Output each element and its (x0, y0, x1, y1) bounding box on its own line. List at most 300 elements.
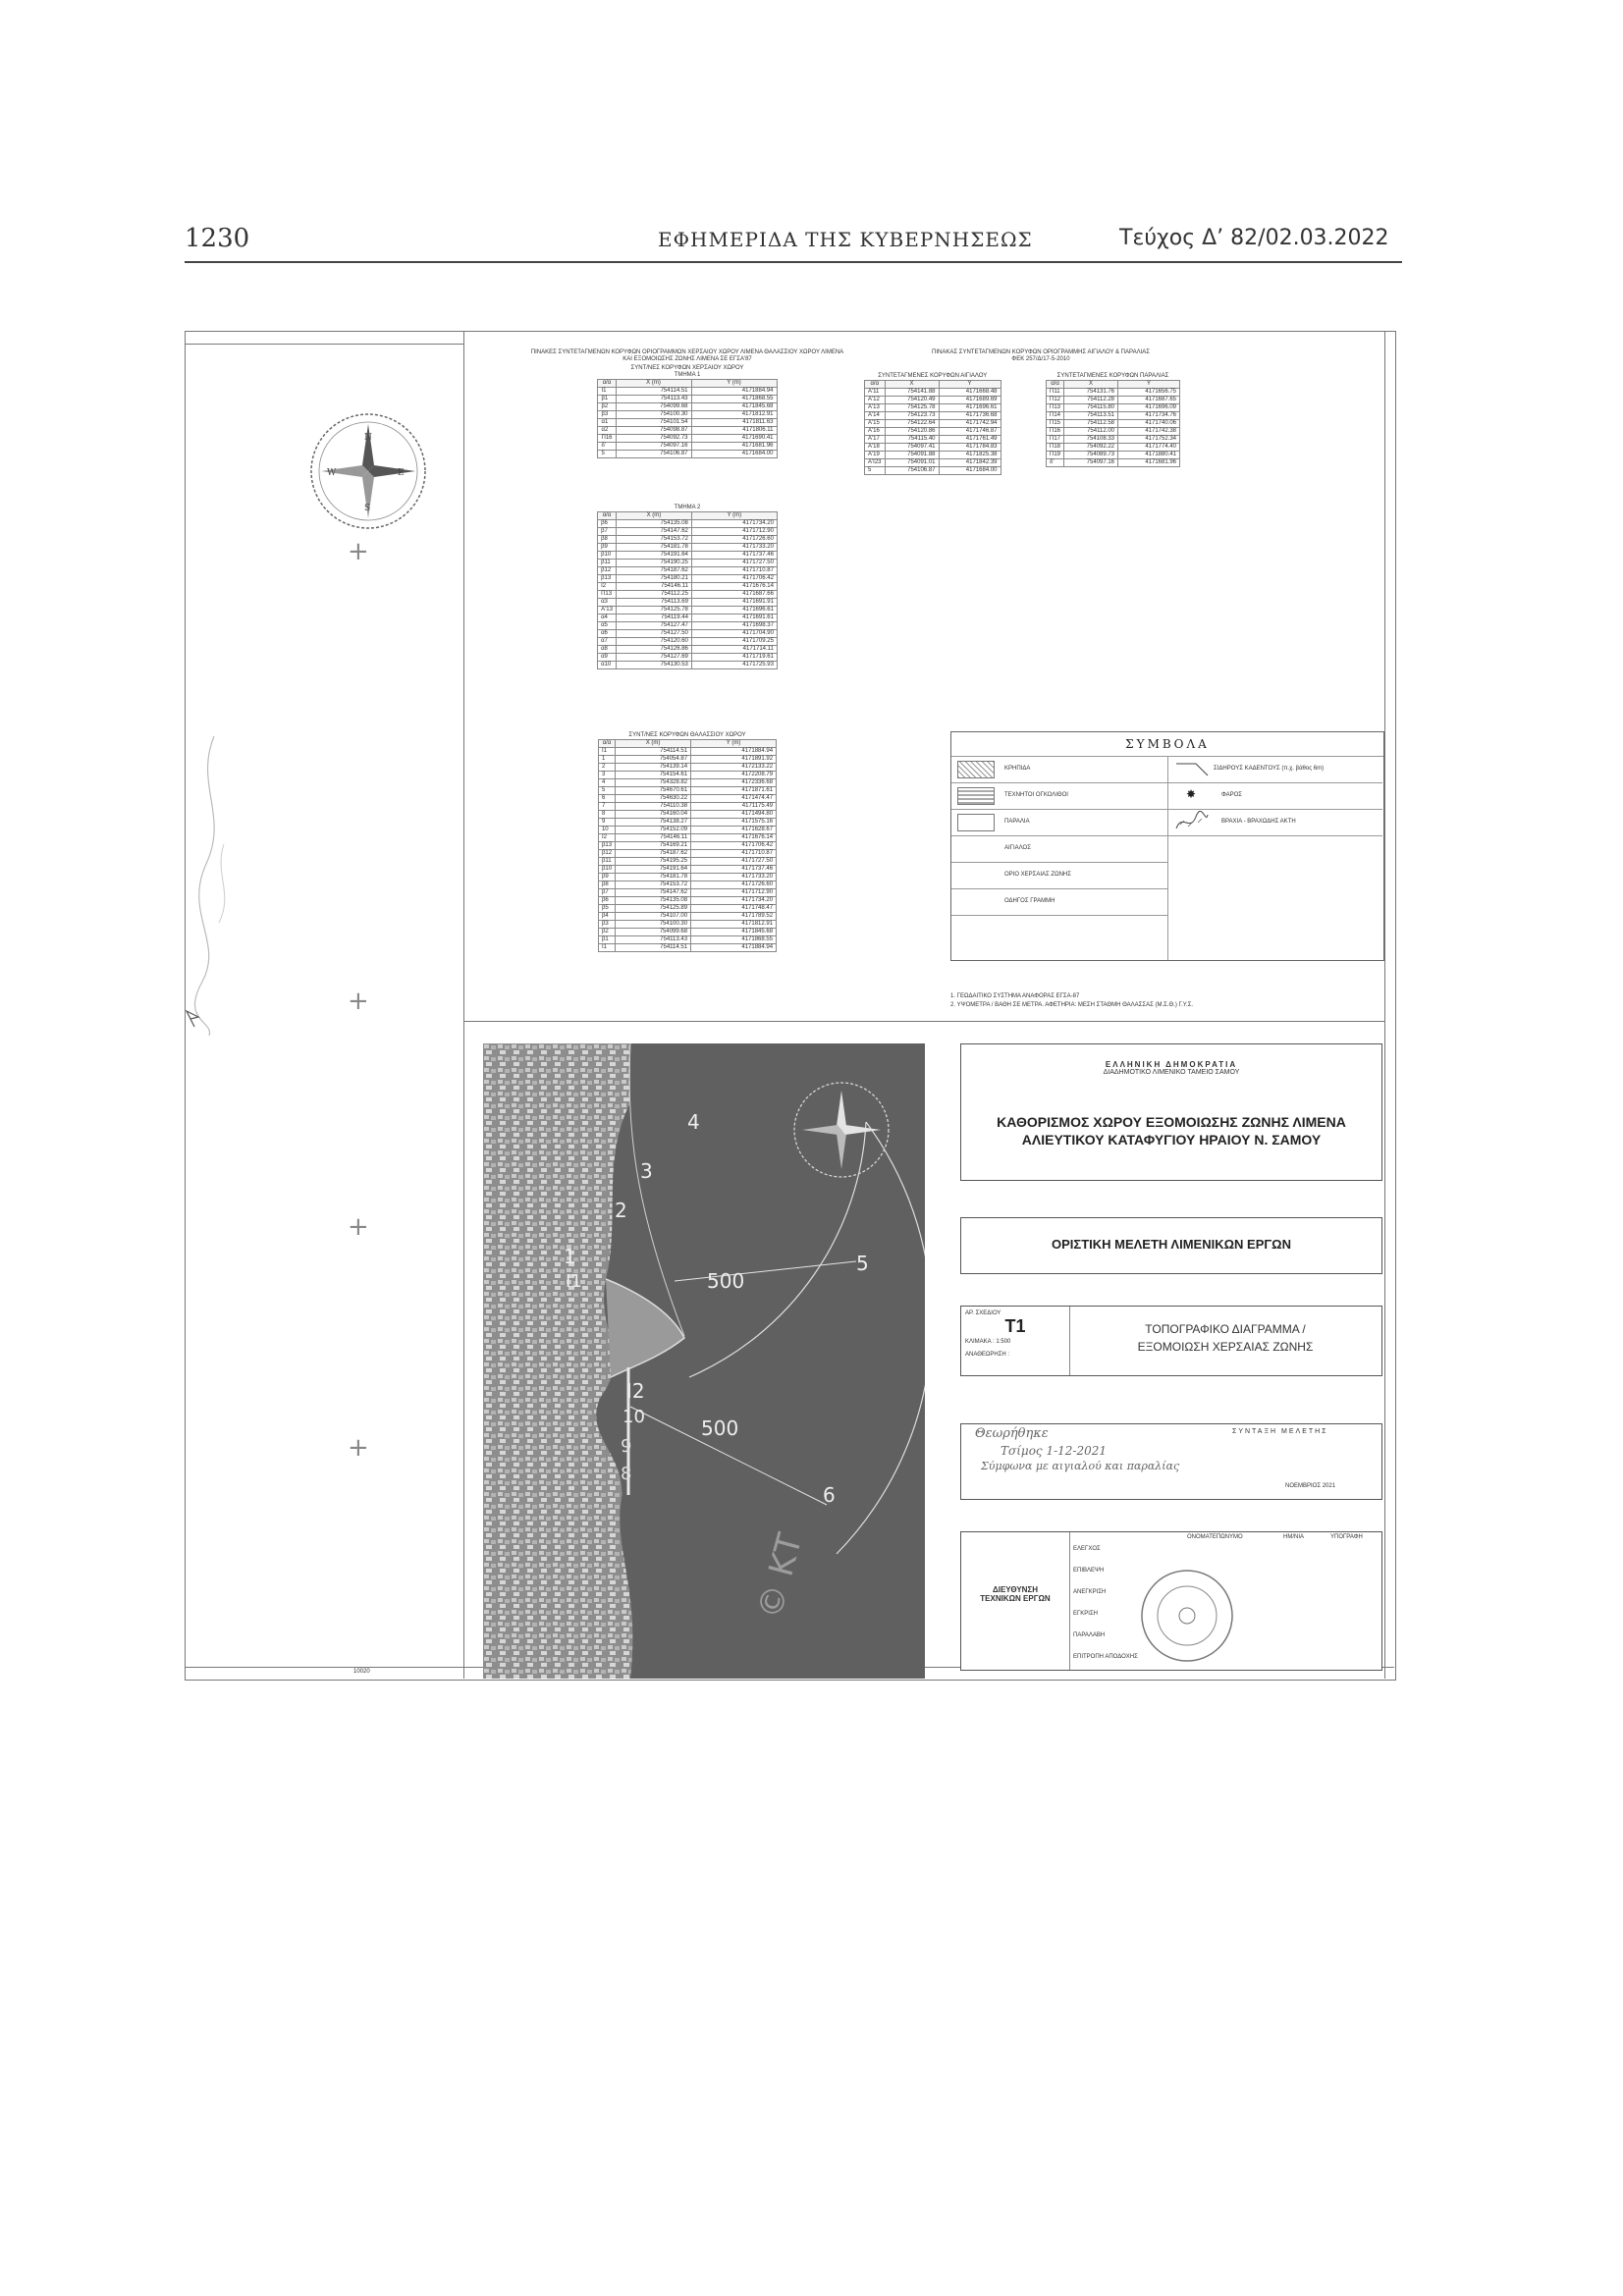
x-coordinate-cell: 754120.60 (616, 638, 691, 646)
y-coordinate-cell: 4171709.25 (691, 638, 777, 646)
sea-coords-heading: ΣΥΝΤ/ΝΕΣ ΚΟΡΥΦΩΝ ΘΑΛΑΣΣΙΟΥ ΧΩΡΟΥ (628, 732, 746, 738)
aigialos-heading: ΣΥΝΤΕΤΑΓΜΕΝΕΣ ΚΟΡΥΦΩΝ ΑΙΓΙΑΛΟΥ (878, 373, 988, 379)
x-coordinate-cell: 754092.73 (616, 435, 691, 443)
col-header-y: Y (m) (691, 380, 777, 388)
x-coordinate-cell: 754115.40 (885, 436, 939, 444)
x-coordinate-cell: 754106.87 (616, 451, 691, 458)
map-label: 5 (856, 1252, 869, 1275)
svg-text:N: N (364, 433, 372, 443)
y-coordinate-cell: 4171845.68 (691, 403, 777, 411)
y-coordinate-cell: 4171811.63 (691, 419, 777, 427)
vertex-id-cell: β6 (598, 897, 615, 905)
x-coordinate-cell: 754180.21 (616, 575, 691, 583)
vertex-id-cell: β2 (598, 929, 615, 936)
x-coordinate-cell: 754139.14 (616, 764, 691, 772)
vertex-id-cell: β10 (598, 552, 617, 560)
x-coordinate-cell: 754100.30 (616, 411, 691, 419)
y-coordinate-cell: 4171676.14 (691, 834, 777, 842)
x-coordinate-cell: 754113.69 (616, 599, 691, 607)
table-row (598, 772, 776, 779)
legend-right-column (1168, 756, 1382, 960)
x-coordinate-cell: 754112.28 (1064, 397, 1118, 404)
vertex-id-cell: Ι1 (598, 944, 615, 952)
vertex-id-cell: β9 (598, 874, 615, 881)
vertex-id-cell: β3 (598, 921, 615, 929)
x-coordinate-cell: 754113.43 (616, 396, 691, 403)
vertex-id-cell: 4 (598, 779, 615, 787)
legend-item (1168, 782, 1382, 810)
sig-col-header: ΥΠΟΓΡΑΦΗ (1330, 1534, 1363, 1540)
y-coordinate-cell: 4171726.60 (691, 536, 777, 544)
map-label: 9 (621, 1436, 632, 1457)
y-coordinate-cell: 4171628.67 (691, 827, 777, 834)
vertex-id-cell: β10 (598, 866, 615, 874)
shore-tables-subtitle: ΦΕΚ 257/Δ/17-5-2010 (1011, 356, 1070, 362)
table-row (598, 756, 776, 764)
y-coordinate-cell: 4171734.76 (1118, 412, 1180, 420)
vertex-id-cell: Α'16 (865, 428, 886, 436)
vertex-id-cell: Α'12 (865, 397, 886, 404)
table-row (598, 630, 778, 638)
vertex-id-cell: δ' (598, 443, 616, 451)
x-coordinate-cell: 754670.61 (616, 787, 691, 795)
radius-label: 500 (701, 1416, 739, 1440)
vertex-id-cell: Α'13 (598, 607, 617, 614)
col-header-y: Y (939, 381, 1001, 389)
x-coordinate-cell: 754113.43 (616, 936, 691, 944)
signature-grid (1069, 1532, 1381, 1670)
x-coordinate-cell: 754195.25 (616, 858, 691, 866)
vertex-id-cell: α10 (598, 662, 617, 669)
y-coordinate-cell: 4171742.38 (1118, 428, 1180, 436)
land-section-1-table (597, 379, 777, 458)
col-header-x: X (m) (616, 740, 691, 748)
svg-text:E: E (398, 468, 405, 478)
lighthouse-icon: ✸ (1186, 787, 1197, 801)
y-coordinate-cell: 4171689.69 (939, 397, 1001, 404)
col-header-y: Y (1118, 381, 1180, 389)
y-coordinate-cell: 4171696.09 (1118, 404, 1180, 412)
note-elevations: 2. ΥΨΟΜΕΤΡΑ / ΒΑΘΗ ΣΕ ΜΕΤΡΑ. ΑΦΕΤΗΡΙΑ: ΜΕΣΗ ΣΤΑΘΜΗ ΘΑΛΑΣΣΑΣ (Μ.Σ.Θ.) Γ.Υ.Σ. (950, 1002, 1194, 1008)
project-title-line1: ΚΑΘΟΡΙΣΜΟΣ ΧΩΡΟΥ ΕΞΟΜΟΙΩΣΗΣ ΖΩΝΗΣ ΛΙΜΕΝΑ (997, 1114, 1346, 1130)
table-row (1047, 444, 1180, 452)
table-row (865, 389, 1001, 397)
table-row (598, 779, 776, 787)
x-coordinate-cell: 754169.21 (616, 842, 691, 850)
port-fund-label: ΔΙΑΔΗΜΟΤΙΚΟ ΛΙΜΕΝΙΚΟ ΤΑΜΕΙΟ ΣΑΜΟΥ (1103, 1069, 1240, 1076)
sea-coordinates-block (530, 732, 844, 952)
col-header-aa: α/α (598, 512, 617, 520)
legend-item (951, 862, 1167, 889)
sig-row-label: ΕΠΙΒΛΕΨΗ (1073, 1568, 1105, 1574)
shore-tables-title: ΠΙΝΑΚΑΣ ΣΥΝΤΕΤΑΓΜΕΝΩΝ ΚΟΡΥΦΩΝ ΟΡΙΟΓΡΑΜΜΗΣ ΑΙΓΙΑΛΟΥ & ΠΑΡΑΛΙΑΣ (932, 349, 1150, 355)
table-row (865, 444, 1001, 452)
y-coordinate-cell: 4171727.50 (691, 858, 777, 866)
vertex-id-cell: Α'11 (865, 389, 886, 397)
y-coordinate-cell: 4171706.42 (691, 575, 777, 583)
table-row (598, 583, 778, 591)
vertex-id-cell: β7 (598, 528, 617, 536)
study-author-box (960, 1423, 1382, 1500)
table-row (598, 889, 776, 897)
x-coordinate-cell: 754187.62 (616, 567, 691, 575)
symbols-legend (950, 731, 1384, 961)
sig-col-header: ΟΝΟΜΑΤΕΠΩΝΥΜΟ (1187, 1534, 1243, 1540)
vertex-id-cell: Π19 (1047, 452, 1064, 459)
table-row (1047, 420, 1180, 428)
signature-box (960, 1531, 1382, 1671)
y-coordinate-cell: 4171175.49 (691, 803, 777, 811)
table-row (598, 443, 777, 451)
y-coordinate-cell: 4171696.61 (939, 404, 1001, 412)
vertex-id-cell: Π16 (1047, 428, 1064, 436)
drawing-number-label: ΑΡ. ΣΧΕΔΙΟΥ (965, 1310, 1001, 1316)
vertex-id-cell: Π15 (1047, 420, 1064, 428)
table-row (598, 435, 777, 443)
sig-row-label: ΕΠΙΤΡΟΠΗ ΑΠΟΔΟΧΗΣ (1073, 1654, 1138, 1660)
vertex-id-cell: 10 (598, 827, 615, 834)
y-coordinate-cell: 4171698.37 (691, 622, 777, 630)
x-coordinate-cell: 754097.16 (1064, 459, 1118, 467)
y-coordinate-cell: 4171842.39 (939, 459, 1001, 467)
table-row (598, 411, 777, 419)
map-label: 4 (687, 1110, 700, 1134)
x-coordinate-cell: 754181.78 (616, 874, 691, 881)
legend-left-column (951, 756, 1167, 960)
y-coordinate-cell: 4171727.50 (691, 560, 777, 567)
x-coordinate-cell: 754099.68 (616, 929, 691, 936)
land-coords-heading: ΣΥΝΤ/ΝΕΣ ΚΟΡΥΦΩΝ ΧΕΡΣΑΙΟΥ ΧΩΡΟΥ (630, 365, 744, 371)
table-row (598, 388, 777, 396)
y-coordinate-cell: 4171812.91 (691, 921, 777, 929)
vertex-id-cell: Α'19 (865, 452, 886, 459)
vertex-id-cell: β13 (598, 575, 617, 583)
col-header-y: Y (m) (691, 740, 777, 748)
y-coordinate-cell: 4171868.55 (691, 396, 777, 403)
table-row (598, 874, 776, 881)
table-row (598, 646, 778, 654)
col-header-aa: α/α (865, 381, 886, 389)
x-coordinate-cell: 754092.22 (1064, 444, 1118, 452)
vertex-id-cell: α2 (598, 427, 616, 435)
scale-label: ΚΛΙΜΑΚΑ : 1:500 (965, 1339, 1011, 1345)
vertex-id-cell: 3 (598, 772, 615, 779)
x-coordinate-cell: 754146.11 (616, 834, 691, 842)
paralia-table (1046, 380, 1180, 467)
legend-item (1168, 809, 1382, 836)
watermark: © ΚΤ (750, 1529, 811, 1624)
y-coordinate-cell: 4171734.20 (691, 897, 777, 905)
aerial-map (483, 1043, 925, 1679)
x-coordinate-cell: 754181.78 (616, 544, 691, 552)
legend-title: ΣΥΜΒΟΛΑ (951, 732, 1383, 757)
x-coordinate-cell: 754089.73 (1064, 452, 1118, 459)
x-coordinate-cell: 754146.11 (616, 583, 691, 591)
col-header-aa: α/α (1047, 381, 1064, 389)
y-coordinate-cell: 4171752.34 (1118, 436, 1180, 444)
table-row (598, 662, 778, 669)
shore-coordinates-block (864, 349, 1217, 363)
table-row (598, 936, 776, 944)
bollard-line-icon (1174, 760, 1210, 777)
vertex-id-cell: α5 (598, 622, 617, 630)
vertex-id-cell: Π16 (598, 435, 616, 443)
republic-label: ΕΛΛΗΝΙΚΗ ΔΗΜΟΚΡΑΤΙΑ (1105, 1060, 1238, 1069)
x-coordinate-cell: 754126.86 (616, 646, 691, 654)
y-coordinate-cell: 4171774.40 (1118, 444, 1180, 452)
x-coordinate-cell: 754328.82 (616, 779, 691, 787)
x-coordinate-cell: 754191.64 (616, 866, 691, 874)
table-row (598, 858, 776, 866)
vertex-id-cell: Ι2 (598, 834, 615, 842)
table-row (598, 905, 776, 913)
table-row (598, 560, 778, 567)
table-row (598, 827, 776, 834)
handwritten-approval: Θεωρήθηκε (975, 1426, 1049, 1441)
legend-item (951, 888, 1167, 916)
vertex-id-cell: Ι1 (598, 748, 615, 756)
legend-item (951, 809, 1167, 836)
y-coordinate-cell: 4171736.68 (939, 412, 1001, 420)
table-row (1047, 389, 1180, 397)
x-coordinate-cell: 754152.09 (616, 827, 691, 834)
north-arrow-icon (299, 402, 437, 540)
col-header-x: X (m) (616, 512, 691, 520)
table-row (598, 897, 776, 905)
direction-cell (961, 1532, 1070, 1670)
map-label: 6 (823, 1483, 836, 1507)
vertex-id-cell: Α'14 (865, 412, 886, 420)
table-row (598, 575, 778, 583)
legend-item (951, 756, 1167, 783)
x-coordinate-cell: 754091.88 (885, 452, 939, 459)
x-coordinate-cell: 754108.33 (1064, 436, 1118, 444)
x-coordinate-cell: 754630.22 (616, 795, 691, 803)
map-label: 3 (640, 1159, 653, 1183)
table-row (1047, 404, 1180, 412)
y-coordinate-cell: 4171740.06 (1118, 420, 1180, 428)
vertex-id-cell: Π12 (1047, 397, 1064, 404)
table-row (598, 607, 778, 614)
frame-divider-right (1384, 331, 1385, 1679)
vertex-id-cell: β8 (598, 536, 617, 544)
vertex-id-cell: Α'18 (865, 444, 886, 452)
y-coordinate-cell: 4172133.22 (691, 764, 777, 772)
frame-divider-left (463, 331, 464, 1679)
vertex-id-cell: α4 (598, 614, 617, 622)
map-label: 10 (622, 1407, 645, 1427)
sig-row-label: ΠΑΡΑΛΑΒΗ (1073, 1632, 1106, 1638)
sea-coordinates-table (598, 739, 777, 952)
x-coordinate-cell: 754110.38 (616, 803, 691, 811)
sig-col-header: ΗΜ/ΝΙΑ (1283, 1534, 1304, 1540)
map-label: Ι1 (566, 1271, 582, 1292)
vertex-id-cell: Ι1 (598, 388, 616, 396)
note-reference-system: 1. ΓΕΩΔΑΙΤΙΚΟ ΣΥΣΤΗΜΑ ΑΝΑΦΟΡΑΣ ΕΓΣΑ-87 (950, 993, 1080, 999)
col-header-x: X (1064, 381, 1118, 389)
section-1-label: ΤΜΗΜΑ 1 (674, 372, 701, 378)
legend-label: ΒΡΑΧΙΑ - ΒΡΑΧΩΔΗΣ ΑΚΤΗ (1221, 819, 1296, 825)
table-row (598, 654, 778, 662)
x-coordinate-cell: 754187.62 (616, 850, 691, 858)
land-coordinates-block (530, 349, 844, 458)
drawing-info-box (960, 1306, 1382, 1376)
vertex-id-cell: Α'Ι23 (865, 459, 886, 467)
y-coordinate-cell: 4171742.94 (939, 420, 1001, 428)
project-title-box (960, 1090, 1382, 1181)
y-coordinate-cell: 4171656.75 (1118, 389, 1180, 397)
y-coordinate-cell: 4171681.96 (1118, 459, 1180, 467)
table-row (598, 396, 777, 403)
table-row (598, 921, 776, 929)
table-row (598, 748, 776, 756)
coord-tables-title: ΠΙΝΑΚΕΣ ΣΥΝΤΕΤΑΓΜΕΝΩΝ ΚΟΡΥΦΩΝ ΟΡΙΟΓΡΑΜΜΩΝ ΧΕΡΣΑΙΟΥ ΧΩΡΟΥ ΛΙΜΕΝΑ ΘΑΛΑΣΣΙΟΥ ΧΩΡΟΥ ΛΙΜΕΝΑ ΚΑΙ ΕΞΟΜΟΙΩΣΗΣ ΖΩΝΗΣ ΛΙΜΕΝΑ ΣΕ ΕΓΣΑ'87 (530, 349, 844, 362)
drawing-number: Τ1 (1004, 1316, 1026, 1336)
x-coordinate-cell: 754160.04 (616, 811, 691, 819)
vertex-id-cell: Π13 (598, 591, 617, 599)
vertex-id-cell: α6 (598, 630, 617, 638)
vertex-id-cell: β12 (598, 850, 615, 858)
table-row (598, 881, 776, 889)
y-coordinate-cell: 4171696.61 (691, 607, 777, 614)
quay-swatch-icon (957, 761, 995, 778)
x-coordinate-cell: 754153.72 (616, 536, 691, 544)
direction-line1: ΔΙΕΥΘΥΝΣΗ (992, 1585, 1039, 1594)
y-coordinate-cell: 4171668.48 (939, 389, 1001, 397)
x-coordinate-cell: 754125.89 (616, 905, 691, 913)
gazette-title: ΕΦΗΜΕΡΙΔΑ ΤΗΣ ΚΥΒΕΡΝΗΣΕΩΣ (658, 228, 1033, 251)
y-coordinate-cell: 4171737.46 (691, 552, 777, 560)
table-row (598, 599, 778, 607)
y-coordinate-cell: 4171871.61 (691, 787, 777, 795)
x-coordinate-cell: 754119.44 (616, 614, 691, 622)
table-row (1047, 397, 1180, 404)
vertex-id-cell: α7 (598, 638, 617, 646)
col-header-x: X (m) (616, 380, 691, 388)
y-coordinate-cell: 4171575.16 (691, 819, 777, 827)
table-row (865, 452, 1001, 459)
study-author-label: ΣΥΝΤΑΞΗ ΜΕΛΕΤΗΣ (1232, 1428, 1328, 1435)
vertex-id-cell: δ' (1047, 459, 1064, 467)
y-coordinate-cell: 4171825.38 (939, 452, 1001, 459)
vertex-id-cell: β2 (598, 403, 616, 411)
y-coordinate-cell: 4171684.00 (939, 467, 1001, 475)
vertex-id-cell: β11 (598, 560, 617, 567)
legend-label: ΦΑΡΟΣ (1221, 792, 1242, 798)
y-coordinate-cell: 4171691.61 (691, 614, 777, 622)
vertex-id-cell: Α'17 (865, 436, 886, 444)
vertex-id-cell: α3 (598, 599, 617, 607)
date-label: ΝΟΕΜΒΡΙΟΣ 2021 (1285, 1483, 1336, 1489)
vertex-id-cell: 7 (598, 803, 615, 811)
y-coordinate-cell: 4171737.46 (691, 866, 777, 874)
vertex-id-cell: α9 (598, 654, 617, 662)
paralia-heading: ΣΥΝΤΕΤΑΓΜΕΝΕΣ ΚΟΡΥΦΩΝ ΠΑΡΑΛΙΑΣ (1056, 373, 1169, 379)
crosshair-mark-icon: + (348, 1433, 369, 1463)
x-coordinate-cell: 754115.80 (1064, 404, 1118, 412)
table-row (598, 803, 776, 811)
table-row (598, 567, 778, 575)
vertex-id-cell: 6 (598, 795, 615, 803)
y-coordinate-cell: 4171806.11 (691, 427, 777, 435)
vertex-id-cell: 9 (598, 819, 615, 827)
vertex-id-cell: Π11 (1047, 389, 1064, 397)
sig-row-label: ΑΝΕΓΚΡΙΣΗ (1073, 1589, 1107, 1595)
vertex-id-cell: 1 (598, 756, 615, 764)
x-coordinate-cell: 754127.69 (616, 654, 691, 662)
x-coordinate-cell: 754122.64 (885, 420, 939, 428)
table-row (598, 842, 776, 850)
crosshair-mark-icon: + (348, 987, 369, 1016)
handwritten-note: Σύμφωνα με αιγιαλού και παραλίας (981, 1460, 1180, 1472)
table-row (598, 819, 776, 827)
table-row (865, 412, 1001, 420)
table-row (598, 622, 778, 630)
map-label: 2 (615, 1199, 627, 1222)
x-coordinate-cell: 754147.62 (616, 889, 691, 897)
table-row (598, 834, 776, 842)
study-title: ΟΡΙΣΤΙΚΗ ΜΕΛΕΤΗ ΛΙΜΕΝΙΚΩΝ ΕΡΓΩΝ (1052, 1237, 1291, 1252)
vertex-id-cell: α8 (598, 646, 617, 654)
vertex-id-cell: β9 (598, 544, 617, 552)
table-row (865, 404, 1001, 412)
table-row (598, 850, 776, 858)
legend-label: ΑΙΓΙΑΛΟΣ (1004, 845, 1031, 851)
y-coordinate-cell: 4171712.90 (691, 528, 777, 536)
y-coordinate-cell: 4171712.90 (691, 889, 777, 897)
drawing-title-line2: ΕΞΟΜΟΙΩΣΗ ΧΕΡΣΑΙΑΣ ΖΩΝΗΣ (1137, 1340, 1314, 1354)
svg-text:W: W (327, 468, 337, 478)
table-row (865, 467, 1001, 475)
x-coordinate-cell: 754112.25 (616, 591, 691, 599)
table-row (598, 944, 776, 952)
x-coordinate-cell: 754100.30 (616, 921, 691, 929)
vertex-id-cell: β6 (598, 520, 617, 528)
issue-number: Τεύχος Δ’ 82/02.03.2022 (1119, 226, 1389, 250)
drawing-title-line1: ΤΟΠΟΓΡΑΦΙΚΟ ΔΙΑΓΡΑΜΜΑ / (1145, 1322, 1306, 1336)
land-section-2-table (597, 511, 778, 669)
crosshair-mark-icon: + (348, 537, 369, 566)
y-coordinate-cell: 4171714.11 (691, 646, 777, 654)
y-coordinate-cell: 4172208.79 (691, 772, 777, 779)
y-coordinate-cell: 4171733.20 (691, 544, 777, 552)
y-coordinate-cell: 4171734.20 (691, 520, 777, 528)
study-title-box (960, 1217, 1382, 1274)
radius-label: 500 (707, 1269, 745, 1293)
col-header-aa: α/α (598, 380, 616, 388)
aerial-map-graphic (483, 1043, 925, 1679)
legend-label: ΠΑΡΑΛΙΑ (1004, 819, 1030, 825)
vertex-id-cell: β11 (598, 858, 615, 866)
y-coordinate-cell: 4171710.87 (691, 850, 777, 858)
vertex-id-cell: β13 (598, 842, 615, 850)
legend-label: ΤΕΧΝΗΤΟΙ ΟΓΚΟΛΙΘΟΙ (1004, 792, 1068, 798)
table-row (598, 795, 776, 803)
vertex-id-cell: β4 (598, 913, 615, 921)
x-coordinate-cell: 754112.00 (1064, 428, 1118, 436)
x-coordinate-cell: 754091.01 (885, 459, 939, 467)
pencil-scribble (185, 726, 243, 1041)
arrow-mark-icon (185, 1009, 204, 1029)
y-coordinate-cell: 4171761.49 (939, 436, 1001, 444)
crosshair-mark-icon: + (348, 1212, 369, 1242)
land-section-2-block (530, 505, 844, 669)
armour-blocks-swatch-icon (957, 787, 995, 805)
x-coordinate-cell: 754191.64 (616, 552, 691, 560)
table-row (598, 811, 776, 819)
table-row (1047, 436, 1180, 444)
y-coordinate-cell: 4171733.20 (691, 874, 777, 881)
